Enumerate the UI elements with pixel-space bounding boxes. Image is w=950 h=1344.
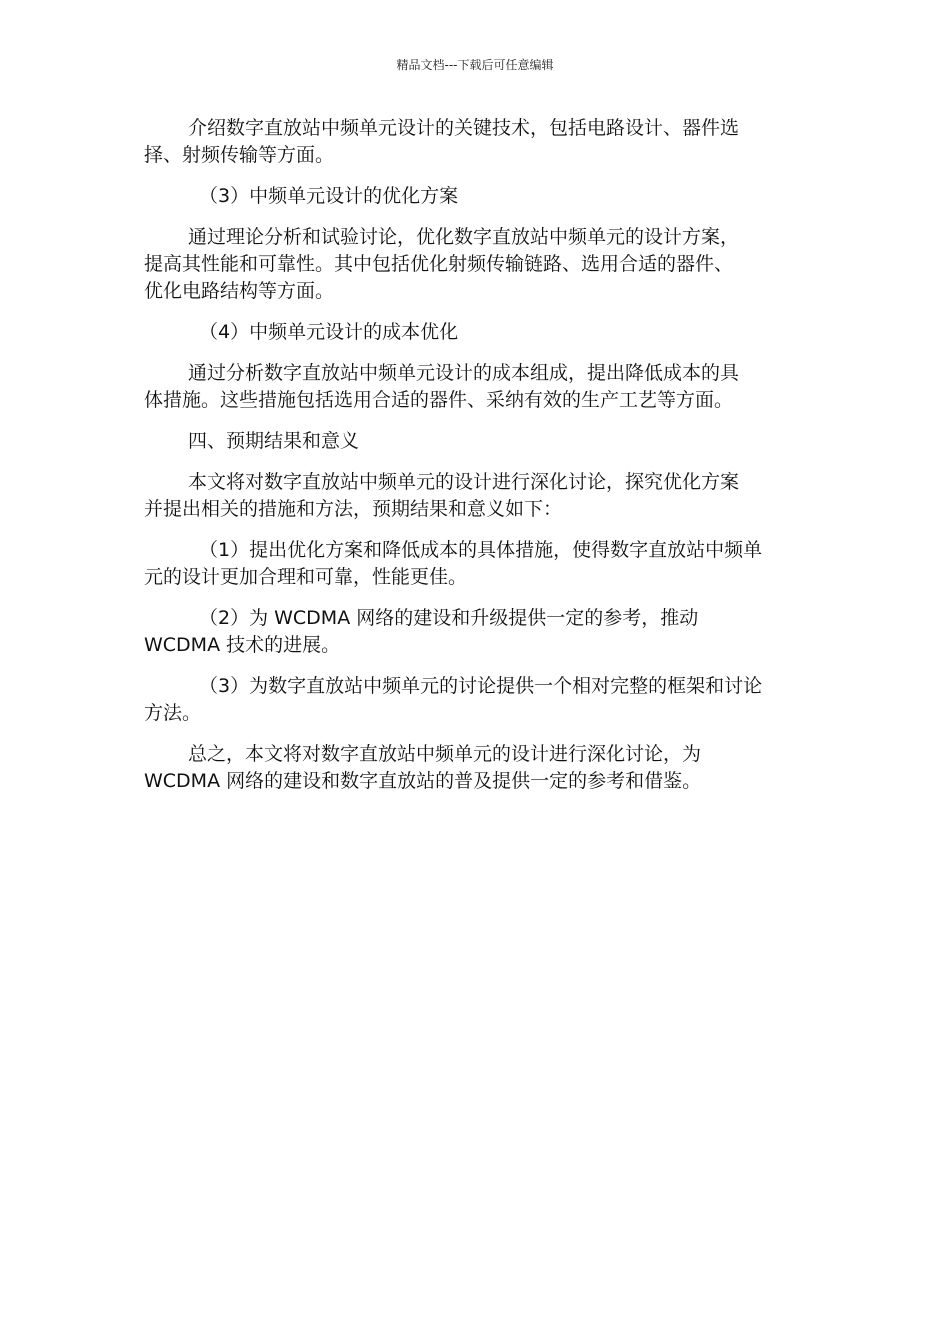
paragraph-line: 本文将对数字直放站中频单元的设计进行深化讨论，探究优化方案	[188, 471, 740, 493]
paragraph-expected-results-intro	[144, 469, 806, 523]
paragraph-line: 择、射频传输等方面。	[144, 144, 335, 166]
list-item-result-2	[144, 605, 806, 659]
paragraph-line: 元的设计更加合理和可靠，性能更佳。	[144, 566, 468, 588]
paragraph-optimization-plan	[144, 224, 806, 305]
paragraph-line: 方法。	[144, 702, 202, 724]
list-item-result-1	[144, 537, 806, 591]
heading-cost-optimization	[144, 319, 806, 346]
heading-line: 四、预期结果和意义	[188, 430, 360, 452]
paragraph-cost-optimization	[144, 360, 806, 414]
page-header: 精品文档---下载后可任意编辑	[396, 58, 554, 72]
paragraph-line: （2）为 WCDMA 网络的建设和升级提供一定的参考，推动	[199, 607, 699, 629]
paragraph-line: 通过理论分析和试验讨论，优化数字直放站中频单元的设计方案，	[188, 226, 740, 248]
paragraph-line: 通过分析数字直放站中频单元设计的成本组成，提出降低成本的具	[188, 362, 740, 384]
paragraph-line: 提高其性能和可靠性。其中包括优化射频传输链路、选用合适的器件、	[144, 253, 734, 275]
document-body	[144, 115, 806, 809]
paragraph-conclusion	[144, 741, 806, 795]
paragraph-line: 总之，本文将对数字直放站中频单元的设计进行深化讨论，为	[188, 743, 702, 765]
heading-line: （4）中频单元设计的成本优化	[199, 321, 459, 343]
paragraph-line: 并提出相关的措施和方法，预期结果和意义如下：	[144, 498, 563, 520]
paragraph-line: 优化电路结构等方面。	[144, 280, 335, 302]
paragraph-key-technology	[144, 115, 806, 169]
paragraph-line: WCDMA 网络的建设和数字直放站的普及提供一定的参考和借鉴。	[144, 770, 702, 792]
paragraph-line: 介绍数字直放站中频单元设计的关键技术，包括电路设计、器件选	[188, 117, 740, 139]
paragraph-line: 体措施。这些措施包括选用合适的器件、采纳有效的生产工艺等方面。	[144, 389, 734, 411]
heading-optimization-plan	[144, 183, 806, 210]
paragraph-line: （3）为数字直放站中频单元的讨论提供一个相对完整的框架和讨论	[199, 675, 763, 697]
list-item-result-3	[144, 673, 806, 727]
paragraph-line: WCDMA 技术的进展。	[144, 634, 341, 656]
paragraph-line: （1）提出优化方案和降低成本的具体措施，使得数字直放站中频单	[199, 539, 763, 561]
heading-expected-results	[144, 428, 806, 455]
heading-line: （3）中频单元设计的优化方案	[199, 185, 459, 207]
